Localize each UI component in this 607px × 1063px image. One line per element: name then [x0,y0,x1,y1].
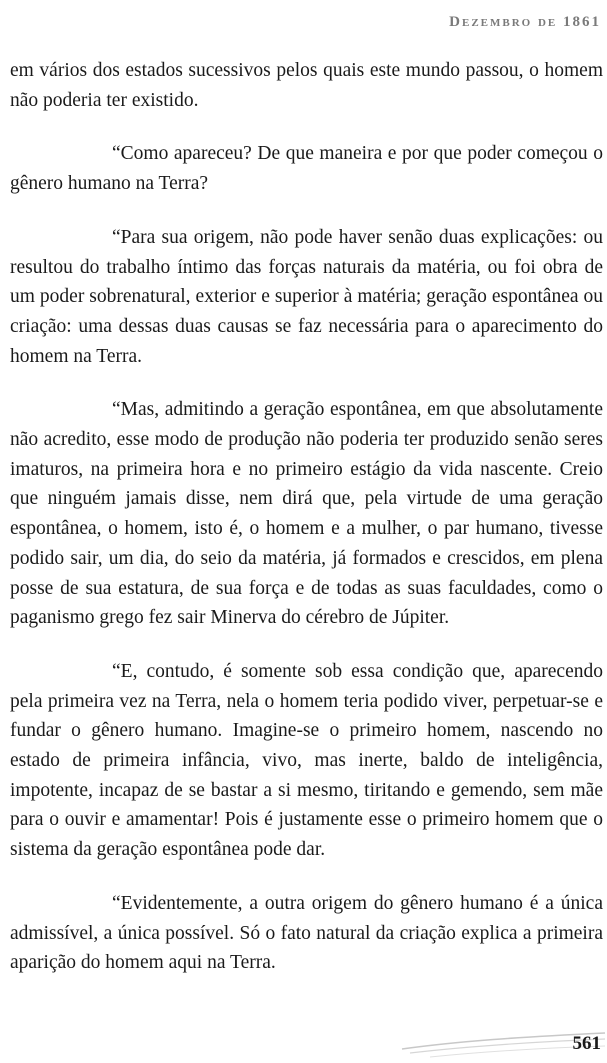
paragraph-6: “Evidentemente, a outra origem do gênero humano é a única admissível, a única possível. Só o fato natural da criação explica a primeira aparição do homem aqui na Terra. [10,892,603,974]
paragraph-2: “Como apareceu? De que maneira e por que poder começou o gênero humano na Terra? [10,143,603,195]
page-number: 561 [572,1033,601,1054]
paragraph-3: “Para sua origem, não pode haver senão duas explicações: ou resultou do trabalho íntimo das forças naturais da matéria, ou foi obra de um poder sobrenatural, exterior e superior à matéria; geração espontânea ou criação: uma dessas duas causas se faz necessária para o aparecimento do homem na Terra. [10,226,603,367]
running-header: Dezembro de 1861 [449,14,601,30]
page-body [10,56,603,1002]
paragraph-5: “E, contudo, é somente sob essa condição que, aparecendo pela primeira vez na Terra, nela o homem teria podido viver, perpetuar-se e fundar o gênero humano. Imagine-se o primeiro homem, nascendo no estado de primeira infância, vivo, mas inerte, baldo de inteligência, impotente, incapaz de se bastar a si mesmo, tiritando e gemendo, sem mãe para o ouvir e amamentar! Pois é justamente esse o primeiro homem que o sistema da geração espontânea pode dar. [10,660,603,861]
paragraph-4: “Mas, admitindo a geração espontânea, em que absolutamente não acredito, esse modo de produção não poderia ter produzido senão seres imaturos, na primeira hora e no primeiro estágio da vida nascente. Creio que ninguém jamais disse, nem dirá que, pela virtude de uma geração espontânea, o homem, isto é, o homem e a mulher, o par humano, tivesse podido sair, um dia, do seio da matéria, já formados e crescidos, em plena posse de sua estatura, de sua força e de todas as suas faculdades, como o paganismo grego fez sair Minerva do cérebro de Júpiter. [10,399,603,629]
paragraph-1: em vários dos estados sucessivos pelos quais este mundo passou, o homem não poderia ter existido. [10,60,603,111]
page-footer [0,1019,607,1063]
